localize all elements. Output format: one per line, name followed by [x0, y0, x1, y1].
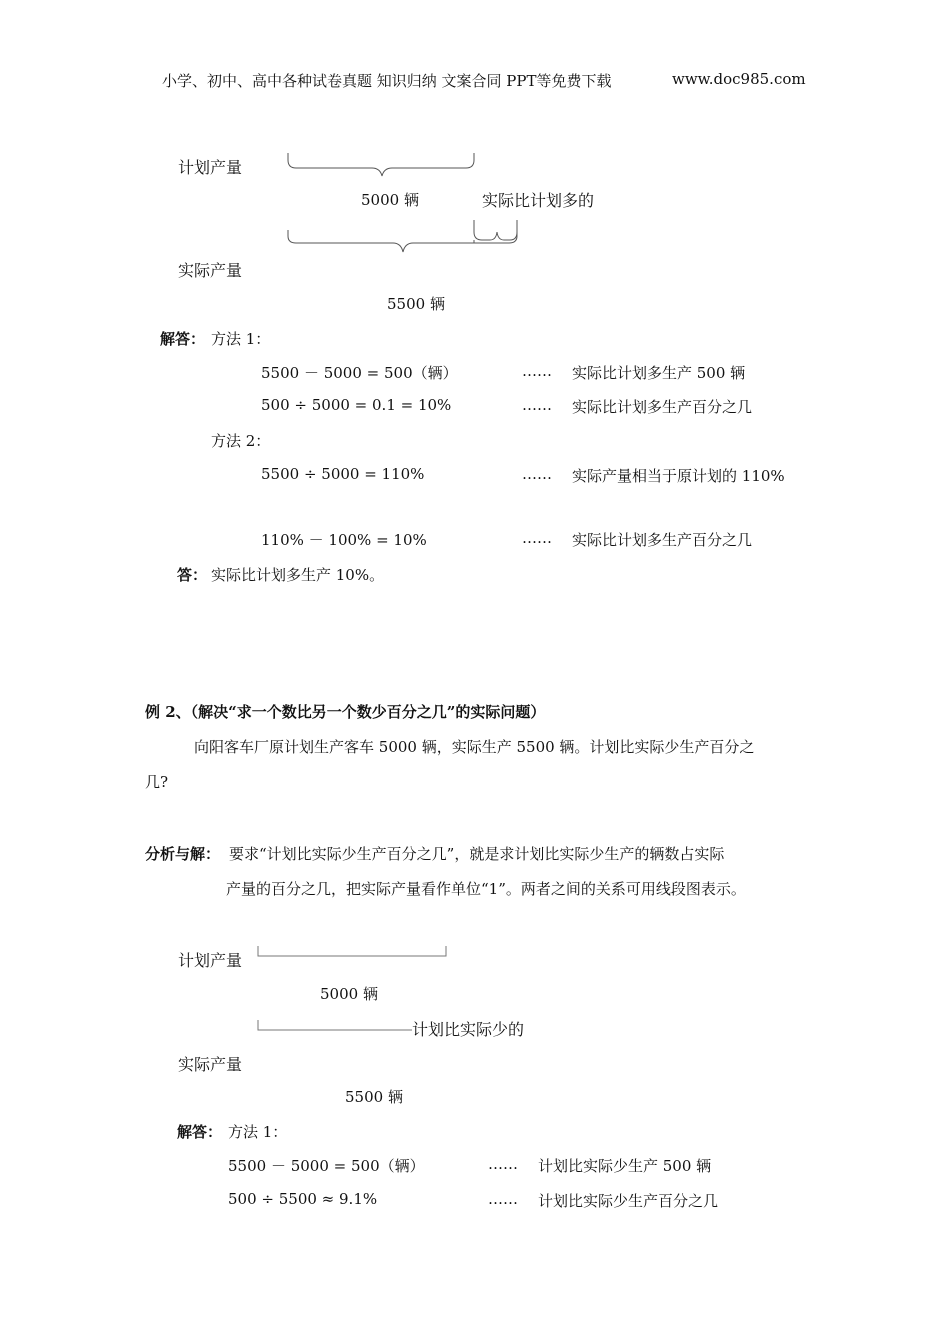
actual-brace-1 [288, 230, 517, 252]
plan-segment-2 [258, 946, 446, 956]
less-label: 计划比实际少的 [412, 1020, 525, 1039]
plan-brace-1 [288, 153, 474, 176]
answer-label: 答： [177, 566, 208, 584]
example2-problem-line2: 几? [145, 773, 169, 791]
answer-text: 实际比计划多生产 10%。 [211, 566, 385, 584]
header-url[interactable]: www.doc985.com [672, 70, 806, 88]
solution1-method2: 方法 2： [211, 432, 271, 450]
actual-value-1: 5500 辆 [387, 295, 445, 313]
solution2-method1: 方法 1： [228, 1123, 288, 1141]
example2-problem-line1: 向阳客车厂原计划生产客车 5000 辆，实际生产 5500 辆。计划比实际少生产百分之 [194, 738, 755, 756]
s1-row4-dots: …… [522, 529, 552, 547]
s1-row3-note: 实际产量相当于原计划的 110% [572, 467, 785, 485]
analysis-label: 分析与解： [145, 845, 221, 863]
s1-row3-expr: 5500 ÷ 5000 = 110% [261, 465, 425, 483]
s2-row1-expr: 5500 － 5000 = 500（辆） [228, 1157, 425, 1175]
example2-title: 例 2、（解决“求一个数比另一个数少百分之几”的实际问题） [145, 703, 546, 721]
header-text: 小学、初中、高中各种试卷真题 知识归纳 文案合同 PPT等免费下载 [162, 72, 612, 90]
s2-row1-note: 计划比实际少生产 500 辆 [538, 1157, 712, 1175]
plan-value-1: 5000 辆 [361, 191, 419, 209]
actual-segment-2 [258, 1020, 412, 1030]
solution2-title: 解答： [177, 1123, 223, 1141]
plan-label-2: 计划产量 [178, 951, 243, 970]
plan-label-1: 计划产量 [178, 158, 243, 177]
extra-label: 实际比计划多的 [482, 191, 595, 210]
actual-label-1: 实际产量 [178, 261, 243, 280]
s1-row2-dots: …… [522, 396, 552, 414]
analysis-line2: 产量的百分之几，把实际产量看作单位“1”。两者之间的关系可用线段图表示。 [226, 880, 746, 898]
s1-row1-dots: …… [522, 362, 552, 380]
s1-row1-note: 实际比计划多生产 500 辆 [572, 364, 746, 382]
s1-row4-expr: 110% － 100% = 10% [261, 531, 427, 549]
s2-row2-note: 计划比实际少生产百分之几 [538, 1192, 719, 1210]
s2-row2-expr: 500 ÷ 5500 ≈ 9.1% [228, 1190, 378, 1208]
plan-value-2: 5000 辆 [320, 985, 378, 1003]
s1-row4-note: 实际比计划多生产百分之几 [572, 531, 753, 549]
s2-row2-dots: …… [488, 1190, 518, 1208]
s1-row1-expr: 5500 － 5000 = 500（辆） [261, 364, 458, 382]
actual-label-2: 实际产量 [178, 1055, 243, 1074]
analysis-line1: 要求“计划比实际少生产百分之几”，就是求计划比实际少生产的辆数占实际 [229, 845, 725, 863]
s1-row3-dots: …… [522, 465, 552, 483]
actual-value-2: 5500 辆 [345, 1088, 403, 1106]
solution1-title: 解答： [160, 330, 206, 348]
s1-row2-expr: 500 ÷ 5000 = 0.1 = 10% [261, 396, 452, 414]
extra-brace [474, 220, 517, 240]
solution1-method1: 方法 1： [211, 330, 271, 348]
s1-row2-note: 实际比计划多生产百分之几 [572, 398, 753, 416]
s2-row1-dots: …… [488, 1155, 518, 1173]
